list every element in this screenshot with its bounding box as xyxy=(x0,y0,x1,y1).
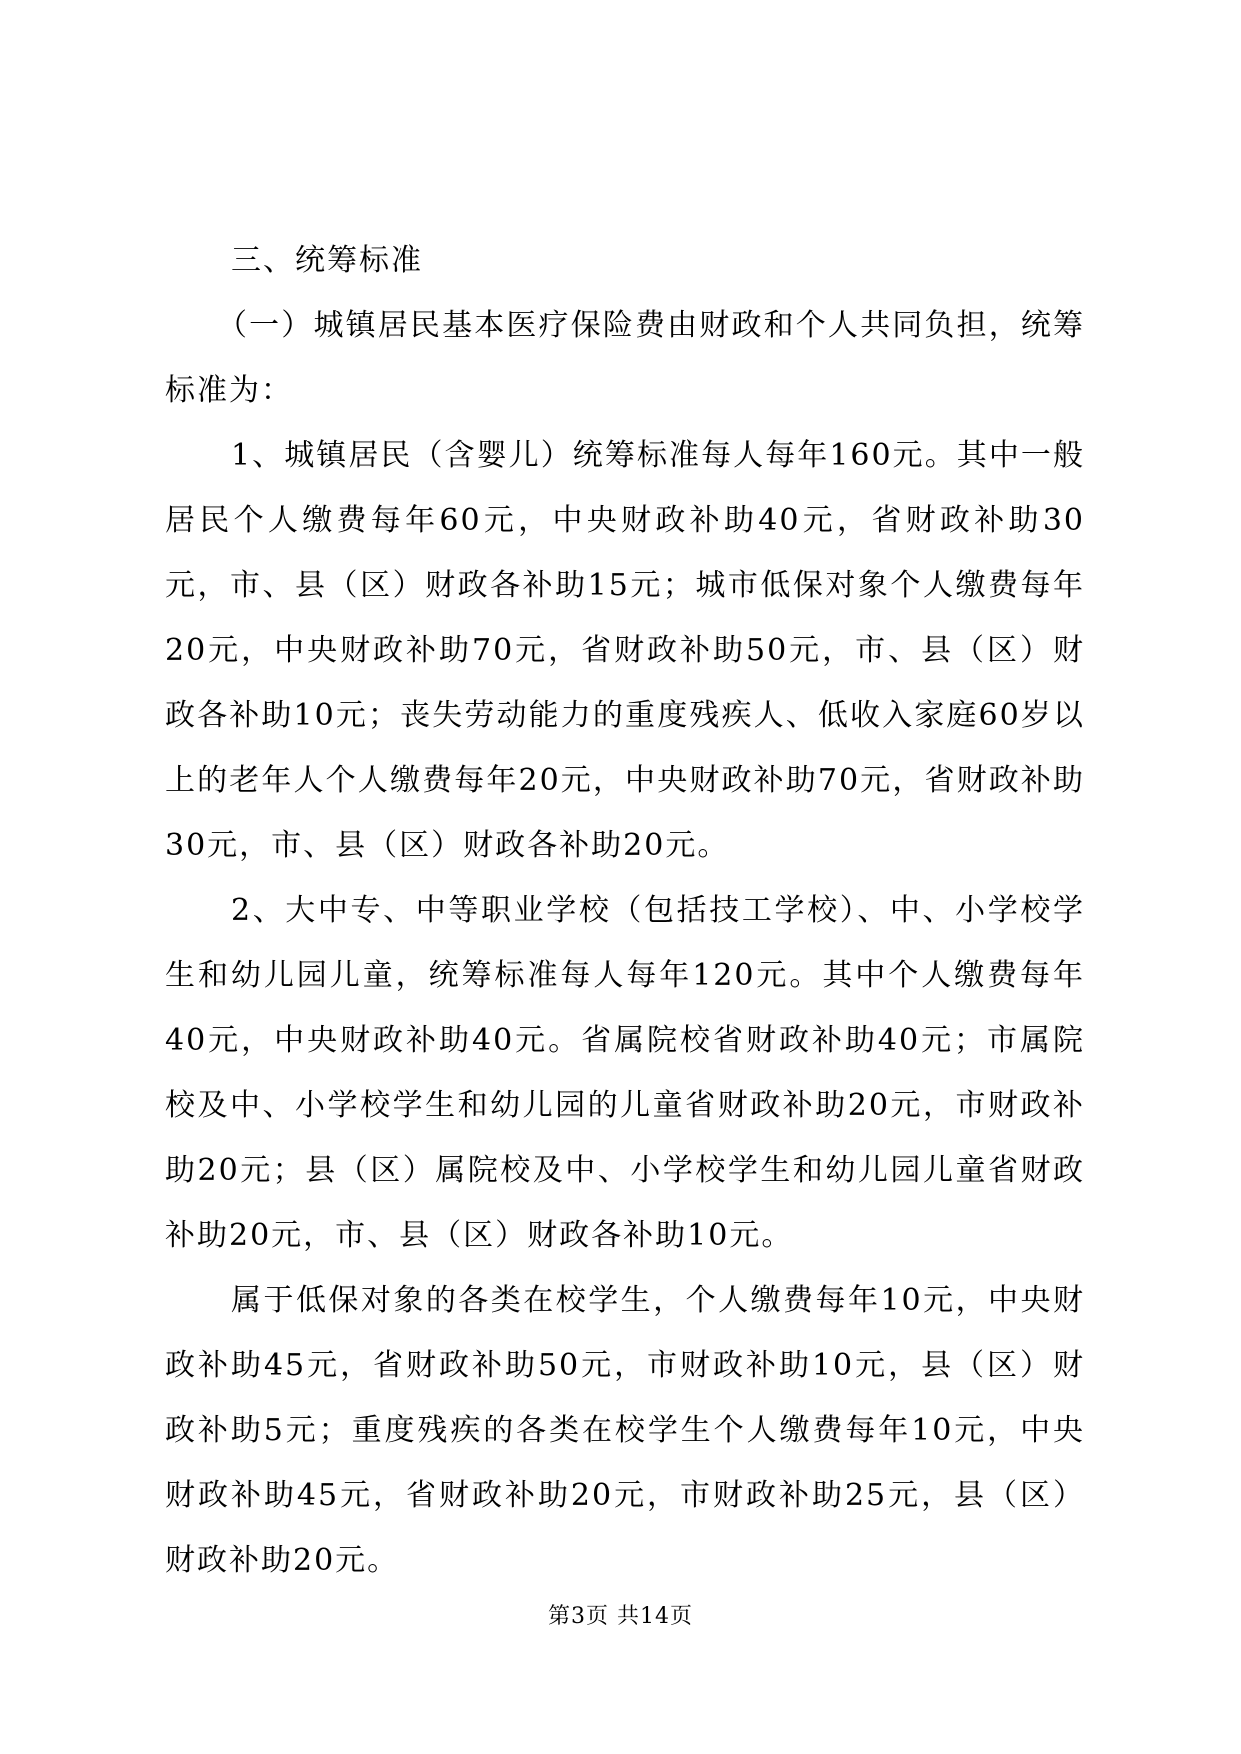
document-body xyxy=(165,228,1085,1593)
paragraph-students: 2、大中专、中等职业学校（包括技工学校）、中、小学校学生和幼儿园儿童，统筹标准每人每年120元。其中个人缴费每年40元，中央财政补助40元。省属院校省财政补助40元；市属院校及中、小学校学生和幼儿园的儿童省财政补助20元，市财政补助20元；县（区）属院校及中、小学校学生和幼儿园儿童省财政补助20元，市、县（区）财政各补助10元。 xyxy=(165,893,1085,1253)
paragraph-residents: 1、城镇居民（含婴儿）统筹标准每人每年160元。其中一般居民个人缴费每年60元，中央财政补助40元，省财政补助30元，市、县（区）财政各补助15元；城市低保对象个人缴费每年20元，中央财政补助70元，省财政补助50元，市、县（区）财政各补助10元；丧失劳动能力的重度残疾人、低收入家庭60岁以上的老年人个人缴费每年20元，中央财政补助70元，省财政补助30元，市、县（区）财政各补助20元。 xyxy=(165,438,1085,863)
paragraph-intro: （一）城镇居民基本医疗保险费由财政和个人共同负担，统筹标准为： xyxy=(165,308,1085,408)
paragraph-low-income-students: 属于低保对象的各类在校学生，个人缴费每年10元，中央财政补助45元，省财政补助50元，市财政补助10元，县（区）财政补助5元；重度残疾的各类在校学生个人缴费每年10元，中央财政补助45元，省财政补助20元，市财政补助25元，县（区）财政补助20元。 xyxy=(165,1283,1085,1578)
section-heading: 三、统筹标准 xyxy=(231,243,423,278)
page-number-footer: 第3页 共14页 xyxy=(548,1604,693,1629)
